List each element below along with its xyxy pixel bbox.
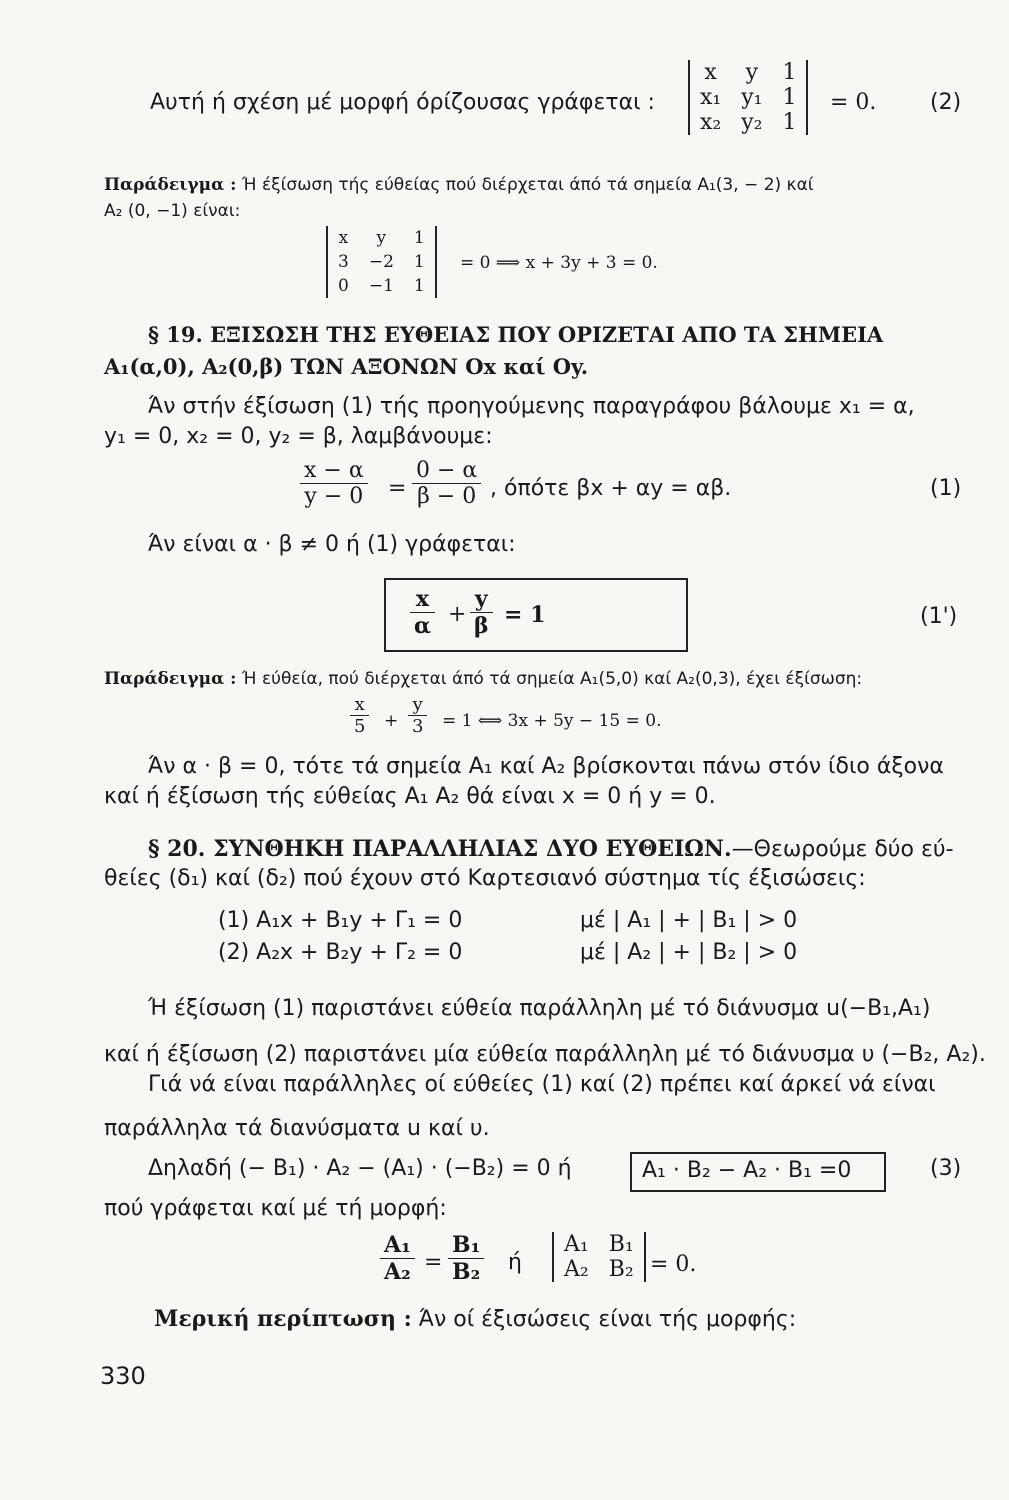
- paragraph: Δηλαδή (− B₁) · A₂ − (A₁) · (−B₂) = 0 ή: [148, 1156, 572, 1181]
- page-number: 330: [100, 1362, 146, 1390]
- example-result: = 0 ⟹ x + 3y + 3 = 0.: [460, 253, 658, 273]
- example-text-2: A₂ (0, −1) είναι:: [104, 201, 241, 221]
- example-2: [104, 664, 862, 694]
- determinant-xy: x y 1 x₁ y₁ 1 x₂ y₂ 1: [688, 60, 808, 135]
- example-text: Ή εύθεία, πού διέρχεται άπό τά σημεία A₁(5,0) καί A₂(0,3), έχει έξίσωση:: [241, 669, 863, 689]
- paragraph: πού γράφεται καί μέ τή μορφή:: [104, 1196, 447, 1221]
- example-2-result: = 1 ⟺ 3x + 5y − 15 = 0.: [442, 711, 662, 731]
- fraction-x-alpha: $\frac{x - \alpha}{y - 0}$: [300, 458, 368, 509]
- section-19-title-2: A₁(α,0), A₂(0,β) ΤΩΝ ΑΞΟΝΩΝ Οx καί Οy.: [104, 354, 589, 379]
- equation-number: (1'): [920, 604, 958, 629]
- special-case: Μερική περίπτωση : Άν οί έξισώσεις είναι τής μορφής:: [154, 1306, 797, 1332]
- ratio-a: $\frac{\text{A₁}}{\text{A₂}}$: [380, 1232, 415, 1285]
- boxed-parallel-condition: A₁ · B₂ − A₂ · B₁ =0: [630, 1152, 886, 1192]
- equation-number: (2): [930, 90, 962, 115]
- paragraph: παράλληλα τά διανύσματα u καί υ.: [104, 1116, 490, 1141]
- section-20-title: § 20. ΣΥΝΘΗΚΗ ΠΑΡΑΛΛΗΛΙΑΣ ΔΥΟ ΕΥΘΕΙΩΝ.: [148, 836, 732, 862]
- example-text: Ή έξίσωση τής εύθείας πού διέρχεται άπό τά σημεία A₁(3, − 2) καί: [241, 175, 814, 195]
- fraction-x-5: $\frac{x}{5}$: [350, 694, 369, 737]
- paragraph: Άν στήν έξίσωση (1) τής προηγούμενης παραγράφου βάλουμε x₁ = α,: [148, 394, 915, 419]
- det-rhs: = 0.: [830, 90, 877, 115]
- paragraph: Άν α · β = 0, τότε τά σημεία A₁ καί A₂ βρίσκονται πάνω στόν ίδιο άξονα: [148, 754, 944, 779]
- example-label: Παράδειγμα :: [104, 175, 237, 195]
- det-rhs: = 0.: [650, 1252, 697, 1277]
- fraction-zero-alpha: $\frac{0 - \alpha}{\beta - 0}$: [412, 458, 481, 509]
- equation-number: (1): [930, 476, 962, 501]
- special-case-label: Μερική περίπτωση :: [154, 1306, 412, 1332]
- boxed-intercept-equation: $\frac{x}{\alpha}$ + $\frac{y}{\beta}$ = 1: [384, 578, 688, 652]
- paragraph: y₁ = 0, x₂ = 0, y₂ = β, λαμβάνουμε:: [104, 424, 493, 449]
- equals-sign: =: [388, 476, 407, 501]
- section-20-heading: § 20. ΣΥΝΘΗΚΗ ΠΑΡΑΛΛΗΛΙΑΣ ΔΥΟ ΕΥΘΕΙΩΝ.—Θεωρούμε δύο εύ-: [148, 836, 954, 862]
- equation-2-condition: μέ | A₂ | + | B₂ | > 0: [580, 940, 798, 965]
- paragraph: Ή έξίσωση (1) παριστάνει εύθεία παράλληλη μέ τό διάνυσμα u(−B₁,A₁): [148, 996, 931, 1021]
- equation-continuation: , όπότε βx + αy = αβ.: [490, 476, 732, 501]
- equation-1-condition: μέ | A₁ | + | B₁ | > 0: [580, 908, 798, 933]
- paragraph: καί ή έξίσωση (2) παριστάνει μία εύθεία παράλληλη μέ τό διάνυσμα υ (−B₂, A₂).: [104, 1042, 986, 1067]
- ratio-b: $\frac{\text{B₁}}{\text{B₂}}$: [448, 1232, 484, 1285]
- paragraph: Γιά νά είναι παράλληλες οί εύθείες (1) καί (2) πρέπει καί άρκεί νά είναι: [148, 1072, 936, 1097]
- equation-2: (2) A₂x + B₂y + Γ₂ = 0: [218, 940, 463, 965]
- intro-text: Αυτή ή σχέση μέ μορφή όρίζουσας γράφεται :: [150, 90, 655, 115]
- equation-number: (3): [930, 1156, 962, 1181]
- paragraph: Άν είναι α · β ≠ 0 ή (1) γράφεται:: [148, 532, 516, 557]
- fraction-y-3: $\frac{y}{3}$: [408, 694, 427, 737]
- paragraph: καί ή έξίσωση τής εύθείας A₁ A₂ θά είναι x = 0 ή y = 0.: [104, 784, 716, 809]
- determinant-ab: A₁ B₁ A₂ B₂: [552, 1232, 646, 1282]
- paragraph: θείες (δ₁) καί (δ₂) πού έχουν στό Καρτεσιανό σύστημα τίς έξισώσεις:: [104, 866, 866, 891]
- equation-1: (1) A₁x + B₁y + Γ₁ = 0: [218, 908, 463, 933]
- example-label: Παράδειγμα :: [104, 669, 237, 689]
- example-determinant: x y 1 3 −2 1 0 −1 1: [326, 226, 437, 298]
- textbook-page: Αυτή ή σχέση μέ μορφή όρίζουσας γράφεται : x y 1 x₁ y₁ 1 x₂ y₂ 1 = 0. (2) Παράδειγμα : Ή έξίσωση τής εύθείας πού διέρχεται άπό τά σημεία A₁(3, − 2) καί A₂ (0, −1) είναι: x y 1 3 −2 1 0 −1 1 = 0 ⟹ x + 3y + 3 = 0. § 19. ΕΞΙΣΩΣΗ ΤΗΣ ΕΥΘΕΙΑΣ ΠΟΥ ΟΡΙΖΕΤΑΙ ΑΠΟ ΤΑ ΣΗΜΕΙΑ A₁(α,0), A₂(0,β) ΤΩΝ ΑΞΟΝΩΝ Οx καί Οy. Άν στήν έξίσωση (1) τής προηγούμενης παραγράφου βάλουμε x₁ = α, y₁ = 0, x₂ = 0, y₂ = β, λαμβάνουμε: $\frac{x - \alpha}{y - 0}$ = $\frac{0 - \alpha}{\beta - 0}$ , όπότε βx + αy = αβ. (1) Άν είναι α · β ≠ 0 ή (1) γράφεται: $\frac{x}{\alpha}$ + $\frac{y}{\beta}$ = 1 (1') Παράδειγμα : Ή εύθεία, πού διέρχεται άπό τά σημεία A₁(5,0) καί A₂(0,3), έχει έξίσωση: $\frac{x}{5}$ + $\frac{y}{3}$ = 1 ⟺ 3x + 5y − 15 = 0. Άν α · β = 0, τότε τά σημεία A₁ καί A₂ βρίσκονται πάνω στόν ίδιο άξονα καί ή έξίσωση τής εύθείας A₁ A₂ θά είναι x = 0 ή y = 0. § 20. ΣΥΝΘΗΚΗ ΠΑΡΑΛΛΗΛΙΑΣ ΔΥΟ ΕΥΘΕΙΩΝ.—Θεωρούμε δύο εύ- θείες (δ₁) καί (δ₂) πού έχουν στό Καρτεσιανό σύστημα τίς έξισώσεις: (1) A₁x + B₁y + Γ₁ = 0 μέ | A₁ | + | B₁ | > 0 (2) A₂x + B₂y + Γ₂ = 0 μέ | A₂ | + | B₂ | > 0 Ή έξίσωση (1) παριστάνει εύθεία παράλληλη μέ τό διάνυσμα u(−B₁,A₁) καί ή έξίσωση (2) παριστάνει μία εύθεία παράλληλη μέ τό διάνυσμα υ (−B₂, A₂). Γιά νά είναι παράλληλες οί εύθείες (1) καί (2) πρέπει καί άρκεί νά είναι παράλληλα τά διανύσματα u καί υ. Δηλαδή (− B₁) · A₂ − (A₁) · (−B₂) = 0 ή A₁ · B₂ − A₂ · B₁ =0 (3) πού γράφεται καί μέ τή μορφή: $\frac{\text{A₁}}{\text{A₂}}$ = $\frac{\text{B₁}}{\text{B₂}}$ ή A₁ B₁ A₂ B₂ = 0. Μερική περίπτωση : Άν οί έξισώσεις είναι τής μορφής: 330: [100, 60, 986, 1390]
- section-19-title: § 19. ΕΞΙΣΩΣΗ ΤΗΣ ΕΥΘΕΙΑΣ ΠΟΥ ΟΡΙΖΕΤΑΙ ΑΠΟ ΤΑ ΣΗΜΕΙΑ: [148, 322, 884, 347]
